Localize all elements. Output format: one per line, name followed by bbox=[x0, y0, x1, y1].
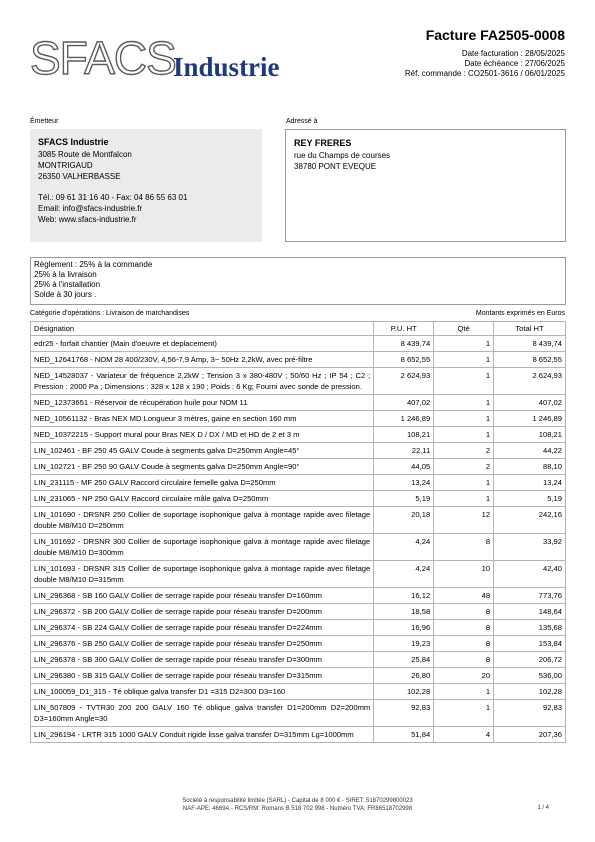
line-total: 42,40 bbox=[494, 561, 566, 588]
recipient-label: Adressé à bbox=[286, 118, 318, 125]
line-designation: LIN_231065 - NP 250 GALV Raccord circulaire mâle galva D=250mm bbox=[31, 491, 374, 507]
logo-sfacs-text: SFACS bbox=[30, 32, 176, 84]
invoice-order-ref: Réf. commande : CO2501-3616 / 06/01/2025 bbox=[404, 69, 565, 78]
line-designation: NED_10561132 - Bras NEX MD Longueur 3 mètres, gaine en section 160 mm bbox=[31, 411, 374, 427]
line-unit-price: 4,24 bbox=[374, 534, 434, 561]
line-total: 148,64 bbox=[494, 604, 566, 620]
sender-web: Web: www.sfacs-industrie.fr bbox=[38, 215, 137, 224]
line-designation: LIN_296374 - SB 224 GALV Collier de serrage rapide pour réseau transfer D=224mm bbox=[31, 620, 374, 636]
invoice-lines-table bbox=[30, 321, 566, 743]
table-row bbox=[31, 636, 566, 652]
payment-term: Solde à 30 jours . bbox=[34, 290, 97, 299]
line-quantity: 1 bbox=[434, 684, 494, 700]
line-quantity: 1 bbox=[434, 475, 494, 491]
line-total: 92,83 bbox=[494, 700, 566, 727]
line-unit-price: 22,11 bbox=[374, 443, 434, 459]
line-total: 207,36 bbox=[494, 727, 566, 743]
line-unit-price: 108,21 bbox=[374, 427, 434, 443]
table-row bbox=[31, 475, 566, 491]
line-quantity: 20 bbox=[434, 668, 494, 684]
line-total: 407,02 bbox=[494, 395, 566, 411]
line-designation: LIN_100059_D1_315 - Té oblique galva transfer D1 =315 D2=300 D3=160 bbox=[31, 684, 374, 700]
line-quantity: 1 bbox=[434, 395, 494, 411]
line-unit-price: 13,24 bbox=[374, 475, 434, 491]
line-quantity: 4 bbox=[434, 727, 494, 743]
line-designation: LIN_296376 - SB 250 GALV Collier de serrage rapide pour réseau transfer D=250mm bbox=[31, 636, 374, 652]
line-total: 88,10 bbox=[494, 459, 566, 475]
line-quantity: 8 bbox=[434, 604, 494, 620]
line-quantity: 10 bbox=[434, 561, 494, 588]
line-total: 153,84 bbox=[494, 636, 566, 652]
table-row bbox=[31, 491, 566, 507]
invoice-header bbox=[405, 27, 565, 79]
legal-footer bbox=[0, 797, 595, 813]
sender-name: SFACS Industrie bbox=[38, 137, 109, 147]
line-unit-price: 16,12 bbox=[374, 588, 434, 604]
sender-label: Émetteur bbox=[30, 118, 59, 125]
line-total: 102,28 bbox=[494, 684, 566, 700]
line-designation: NED_12641768 - NOM 28 400/230V, 4,56-7,9 Amp, 3~ 50Hz 2,2kW, avec pré-filtre bbox=[31, 352, 374, 368]
line-quantity: 8 bbox=[434, 534, 494, 561]
line-total: 242,16 bbox=[494, 507, 566, 534]
sender-address-3: 26350 VALHERBASSE bbox=[38, 172, 121, 181]
line-quantity: 8 bbox=[434, 620, 494, 636]
line-designation: edr25 - forfait chantier (Main d'oeuvre et deplacement) bbox=[31, 336, 374, 352]
line-quantity: 48 bbox=[434, 588, 494, 604]
table-header-row bbox=[31, 322, 566, 336]
line-designation: LIN_296368 - SB 160 GALV Collier de serrage rapide pour réseau transfer D=160mm bbox=[31, 588, 374, 604]
line-quantity: 1 bbox=[434, 700, 494, 727]
table-row bbox=[31, 588, 566, 604]
line-total: 5,19 bbox=[494, 491, 566, 507]
line-quantity: 2 bbox=[434, 443, 494, 459]
line-quantity: 1 bbox=[434, 336, 494, 352]
line-designation: LIN_296194 - LRTR 315 1000 GALV Conduit rigide lisse galva transfer D=315mm Lg=1000mm bbox=[31, 727, 374, 743]
line-designation: LIN_296372 - SB 200 GALV Collier de serrage rapide pour réseau transfer D=200mm bbox=[31, 604, 374, 620]
line-quantity: 1 bbox=[434, 427, 494, 443]
table-row bbox=[31, 561, 566, 588]
invoice-title: Facture FA2505-0008 bbox=[425, 27, 565, 43]
line-designation: NED_10372215 - Support mural pour Bras NEX D / DX / MD et HD de 2 et 3 m bbox=[31, 427, 374, 443]
line-designation: LIN_101693 - DRSNR 315 Collier de suportage isophonique galva à montage rapide avec filetage double M8/M10 D=315mm bbox=[31, 561, 374, 588]
recipient-address-2: 38780 PONT EVEQUE bbox=[294, 162, 377, 171]
currency-note: Montants exprimés en Euros bbox=[475, 310, 565, 317]
table-row bbox=[31, 620, 566, 636]
payment-term: 25% à la livraison bbox=[34, 270, 97, 279]
line-quantity: 1 bbox=[434, 368, 494, 395]
line-unit-price: 8 652,55 bbox=[374, 352, 434, 368]
line-designation: LIN_101692 - DRSNR 300 Collier de suportage isophonique galva à montage rapide avec filetage double M8/M10 D=300mm bbox=[31, 534, 374, 561]
line-unit-price: 26,80 bbox=[374, 668, 434, 684]
table-row bbox=[31, 700, 566, 727]
line-unit-price: 20,18 bbox=[374, 507, 434, 534]
line-total: 1 246,89 bbox=[494, 411, 566, 427]
line-unit-price: 92,83 bbox=[374, 700, 434, 727]
table-row bbox=[31, 652, 566, 668]
line-total: 8 652,55 bbox=[494, 352, 566, 368]
line-total: 2 624,93 bbox=[494, 368, 566, 395]
company-logo bbox=[30, 33, 290, 83]
col-unit-price: P.U. HT bbox=[374, 322, 434, 336]
table-row bbox=[31, 368, 566, 395]
line-designation: LIN_296380 - SB 315 GALV Collier de serrage rapide pour réseau transfer D=315mm bbox=[31, 668, 374, 684]
table-row bbox=[31, 395, 566, 411]
line-unit-price: 44,05 bbox=[374, 459, 434, 475]
sender-phone: Tél.: 09 61 31 16 40 - Fax: 04 86 55 63 01 bbox=[38, 193, 188, 202]
operation-category: Catégorie d'opérations : Livraison de marchandises bbox=[30, 310, 190, 317]
payment-term: 25% à l'installation bbox=[34, 280, 101, 289]
line-designation: NED_12373651 - Réservoir de récupération huile pour NOM 11 bbox=[31, 395, 374, 411]
line-total: 773,76 bbox=[494, 588, 566, 604]
line-total: 206,72 bbox=[494, 652, 566, 668]
page-number: 1 / 4 bbox=[537, 805, 549, 811]
table-row bbox=[31, 604, 566, 620]
line-quantity: 1 bbox=[434, 352, 494, 368]
table-row bbox=[31, 336, 566, 352]
sender-box bbox=[30, 129, 262, 242]
logo-industrie-text: Industrie bbox=[173, 52, 280, 82]
line-unit-price: 2 624,93 bbox=[374, 368, 434, 395]
line-quantity: 8 bbox=[434, 636, 494, 652]
line-unit-price: 25,84 bbox=[374, 652, 434, 668]
recipient-name: REY FRERES bbox=[294, 138, 352, 148]
payment-term: Règlement : 25% à la commande bbox=[34, 260, 153, 269]
table-row bbox=[31, 352, 566, 368]
table-row bbox=[31, 534, 566, 561]
table-row bbox=[31, 668, 566, 684]
sender-email: Email: info@sfacs-industrie.fr bbox=[38, 204, 143, 213]
footer-line-2: NAF-APE: 4669A - RCS/RM: Romans B 518 702 998 - Numéro TVA: FR86518702998 bbox=[182, 806, 413, 812]
line-unit-price: 19,23 bbox=[374, 636, 434, 652]
table-row bbox=[31, 427, 566, 443]
line-unit-price: 4,24 bbox=[374, 561, 434, 588]
line-total: 8 439,74 bbox=[494, 336, 566, 352]
table-row bbox=[31, 411, 566, 427]
col-designation: Désignation bbox=[31, 322, 374, 336]
line-unit-price: 5,19 bbox=[374, 491, 434, 507]
invoice-due-date: Date échéance : 27/06/2025 bbox=[464, 59, 565, 68]
col-quantity: Qté bbox=[434, 322, 494, 336]
line-designation: LIN_507809 - TVTR30 200 200 GALV 160 Té oblique galva transfer D1=200mm D2=200mm D3=160mm Angle=30 bbox=[31, 700, 374, 727]
line-designation: NED_14528037 - Variateur de fréquence 2,2kW ; Tension 3 x 380-480V ; 50/60 Hz ; IP 54 ; C2 ; Pression : 2000 Pa ; Dimensions : 328 x 128 x 190 ; Poids : 6 Kg; Fourni avec sonde de pression. bbox=[31, 368, 374, 395]
sender-address-1: 3085 Route de Montfalcon bbox=[38, 150, 132, 159]
payment-terms-box bbox=[30, 257, 566, 305]
line-designation: LIN_102461 - BF 250 45 GALV Coude à segments galva D=250mm Angle=45° bbox=[31, 443, 374, 459]
footer-line-1: Société à responsabilité limitée (SARL) - Capital de 8 000 € - SIRET: 51870299800023 bbox=[182, 798, 413, 804]
line-quantity: 8 bbox=[434, 652, 494, 668]
line-quantity: 2 bbox=[434, 459, 494, 475]
line-total: 135,68 bbox=[494, 620, 566, 636]
line-unit-price: 407,02 bbox=[374, 395, 434, 411]
line-total: 33,92 bbox=[494, 534, 566, 561]
line-designation: LIN_102721 - BF 250 90 GALV Coude à segments galva D=250mm Angle=90° bbox=[31, 459, 374, 475]
table-row bbox=[31, 459, 566, 475]
line-unit-price: 102,28 bbox=[374, 684, 434, 700]
line-quantity: 1 bbox=[434, 411, 494, 427]
recipient-address-1: rue du Champs de courses bbox=[294, 151, 391, 160]
line-designation: LIN_296378 - SB 300 GALV Collier de serrage rapide pour réseau transfer D=300mm bbox=[31, 652, 374, 668]
col-total: Total HT bbox=[494, 322, 566, 336]
line-unit-price: 16,96 bbox=[374, 620, 434, 636]
line-total: 13,24 bbox=[494, 475, 566, 491]
table-row bbox=[31, 684, 566, 700]
line-quantity: 12 bbox=[434, 507, 494, 534]
line-designation: LIN_231115 - MF 250 GALV Raccord circulaire femelle galva D=250mm bbox=[31, 475, 374, 491]
table-row bbox=[31, 727, 566, 743]
line-total: 44,22 bbox=[494, 443, 566, 459]
line-unit-price: 51,84 bbox=[374, 727, 434, 743]
sender-address-2: MONTRIGAUD bbox=[38, 161, 93, 170]
line-unit-price: 8 439,74 bbox=[374, 336, 434, 352]
line-total: 536,00 bbox=[494, 668, 566, 684]
line-unit-price: 1 246,89 bbox=[374, 411, 434, 427]
table-row bbox=[31, 507, 566, 534]
line-quantity: 1 bbox=[434, 491, 494, 507]
line-designation: LIN_101690 - DRSNR 250 Collier de suportage isophonique galva à montage rapide avec filetage double M8/M10 D=250mm bbox=[31, 507, 374, 534]
invoice-date: Date facturation : 28/05/2025 bbox=[461, 49, 565, 58]
line-unit-price: 18,58 bbox=[374, 604, 434, 620]
recipient-box bbox=[285, 129, 566, 242]
line-total: 108,21 bbox=[494, 427, 566, 443]
table-row bbox=[31, 443, 566, 459]
